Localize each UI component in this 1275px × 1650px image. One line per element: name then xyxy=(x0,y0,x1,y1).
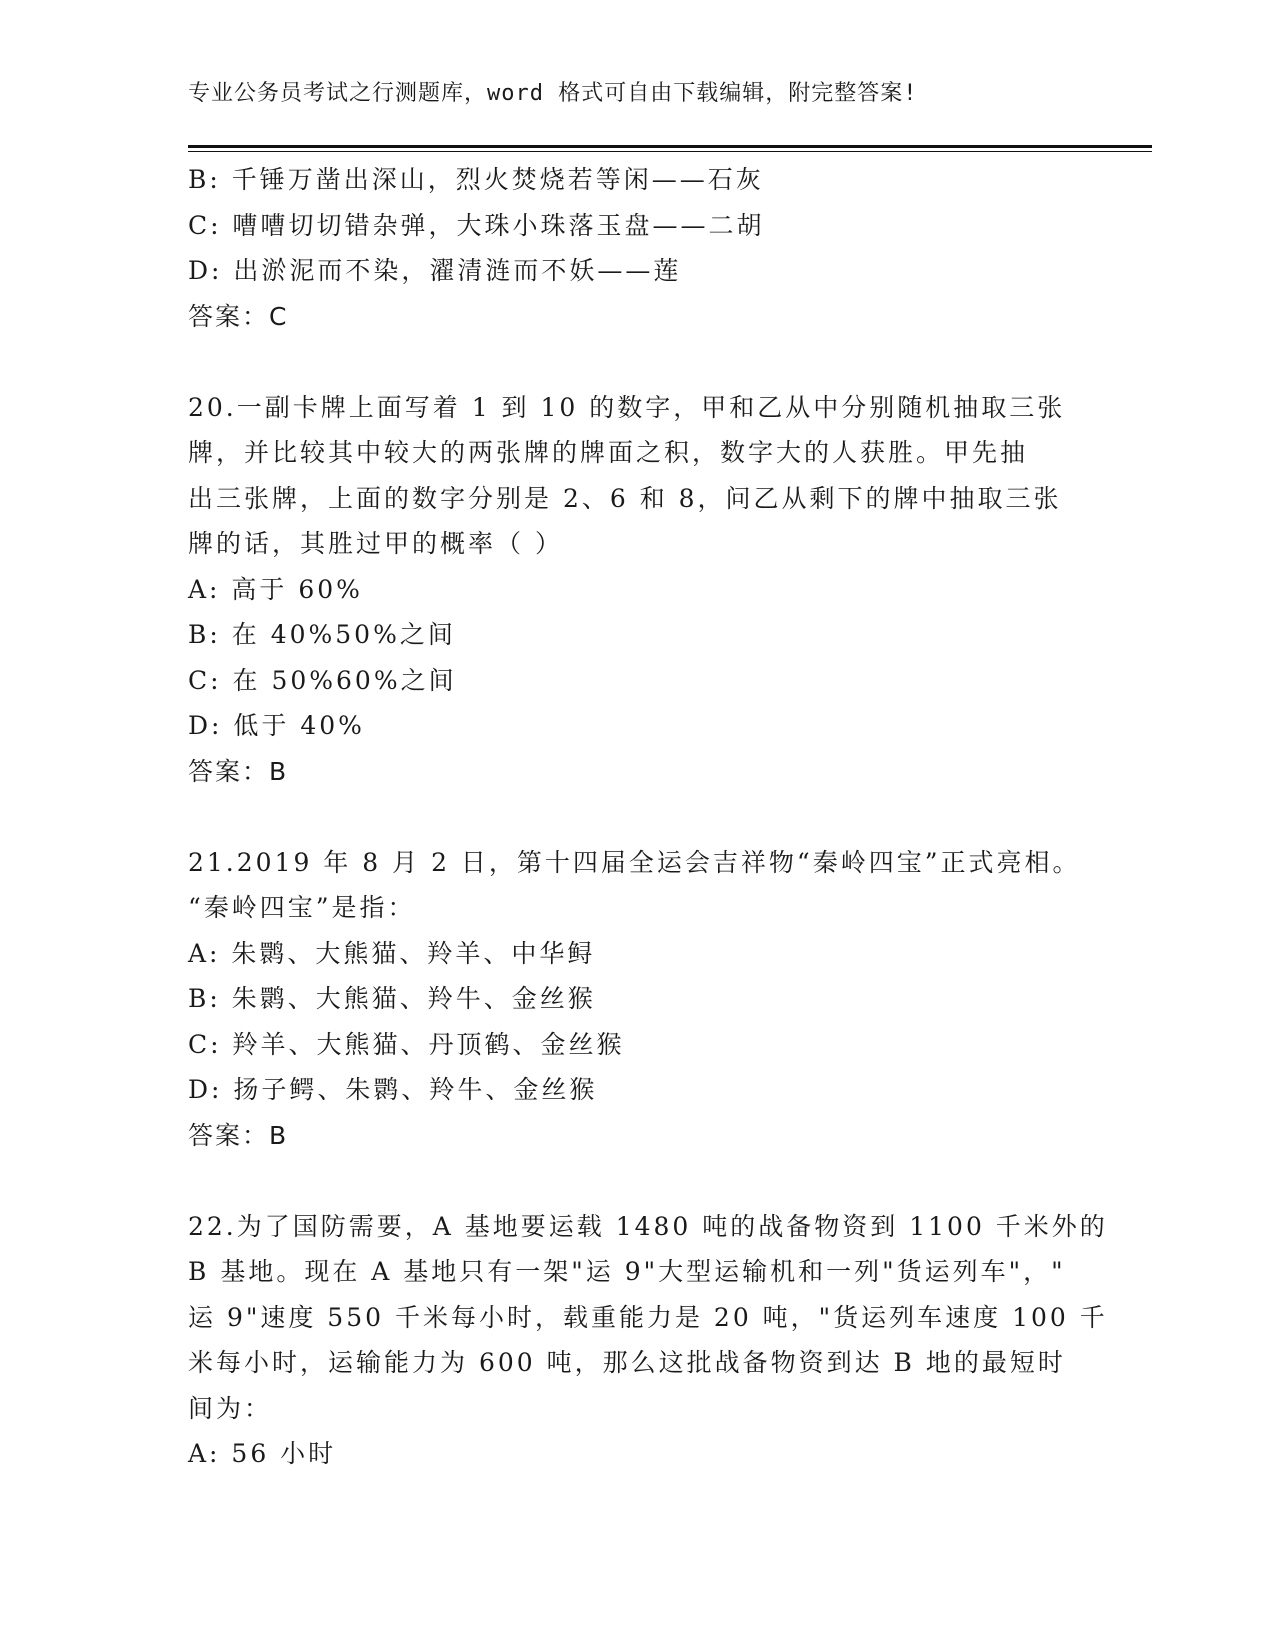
question-text-line: 出三张牌，上面的数字分别是 2、6 和 8，问乙从剩下的牌中抽取三张 xyxy=(188,483,1062,513)
question-text-line: 牌的话，其胜过甲的概率（ ） xyxy=(188,529,563,558)
question-text-line: 米每小时，运输能力为 600 吨，那么这批战备物资到达 B 地的最短时 xyxy=(188,1348,1066,1377)
option-d: D: 低于 40% xyxy=(188,711,365,740)
header-rule-thin xyxy=(188,151,1152,152)
question-text-line: 22.为了国防需要，A 基地要运载 1480 吨的战备物资到 1100 千米外的 xyxy=(188,1211,1108,1241)
question-20 xyxy=(188,385,1088,795)
question-text-line: “秦岭四宝”是指： xyxy=(188,893,416,922)
option-b: B: 在 40%50%之间 xyxy=(188,620,456,649)
option-a: A: 高于 60% xyxy=(188,574,363,604)
option-a: A: 56 小时 xyxy=(188,1439,337,1468)
question-text-line: 20.一副卡牌上面写着 1 到 10 的数字，甲和乙从中分别随机抽取三张 xyxy=(188,392,1066,422)
spacer xyxy=(188,1158,1088,1204)
page-header: 专业公务员考试之行测题库，word 格式可自由下载编辑，附完整答案! xyxy=(188,81,918,106)
answer-label: 答案：B xyxy=(188,756,289,786)
question-text-line: B 基地。现在 A 基地只有一架"运 9"大型运输机和一列"货运列车"，" xyxy=(188,1257,1066,1286)
header-rule xyxy=(188,145,1152,148)
question-21 xyxy=(188,840,1088,1159)
question-19-continued xyxy=(188,157,1088,339)
document-body xyxy=(188,157,1108,1477)
option-c: C: 羚羊、大熊猫、丹顶鹤、金丝猴 xyxy=(188,1029,625,1059)
option-a: A: 朱鹮、大熊猫、羚羊、中华鲟 xyxy=(188,938,596,968)
option-d: D: 出淤泥而不染，濯清涟而不妖——莲 xyxy=(188,256,682,285)
option-d: D: 扬子鳄、朱鹮、羚牛、金丝猴 xyxy=(188,1075,598,1104)
question-22 xyxy=(188,1204,1108,1477)
question-text-line: 间为： xyxy=(188,1393,273,1423)
option-c: C: 嘈嘈切切错杂弹，大珠小珠落玉盘——二胡 xyxy=(188,210,765,240)
question-text-line: 21.2019 年 8 月 2 日，第十四届全运会吉祥物“秦岭四宝”正式亮相。 xyxy=(188,847,1081,877)
answer-label: 答案：B xyxy=(188,1120,289,1150)
spacer xyxy=(188,794,1088,840)
option-b: B: 朱鹮、大熊猫、羚牛、金丝猴 xyxy=(188,984,596,1013)
option-b: B: 千锤万凿出深山，烈火焚烧若等闲——石灰 xyxy=(188,165,764,194)
answer-label: 答案：C xyxy=(188,301,289,331)
question-text-line: 牌，并比较其中较大的两张牌的牌面之积，数字大的人获胜。甲先抽 xyxy=(188,438,1029,467)
option-c: C: 在 50%60%之间 xyxy=(188,665,457,695)
question-text-line: 运 9"速度 550 千米每小时，载重能力是 20 吨，"货运列车速度 100 千 xyxy=(188,1302,1108,1332)
spacer xyxy=(188,339,1088,385)
